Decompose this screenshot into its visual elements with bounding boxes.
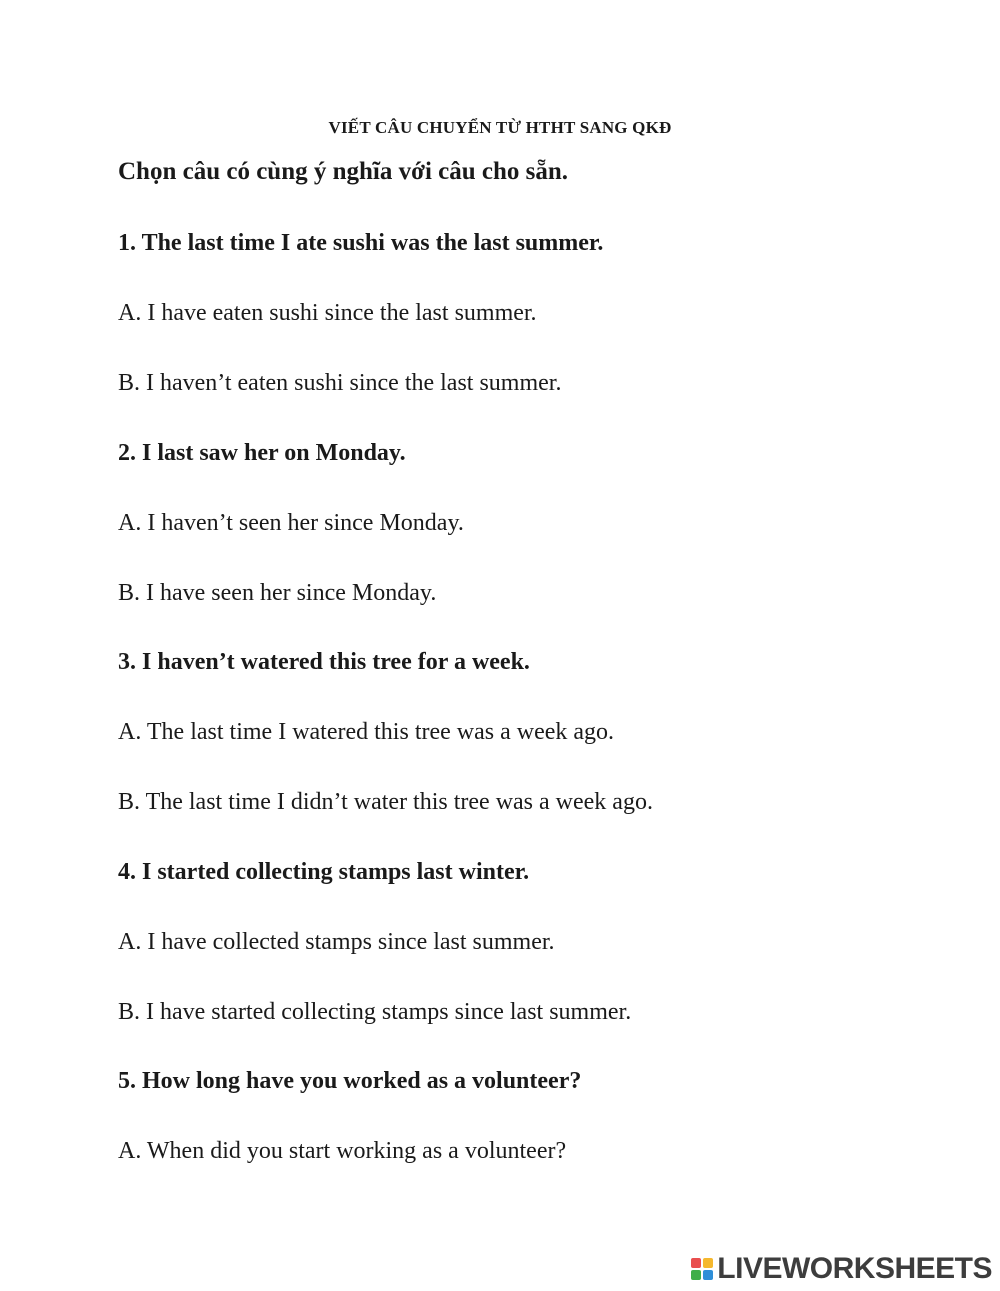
question-1-option-a[interactable]: A. I have eaten sushi since the last summer. bbox=[118, 300, 537, 326]
question-1-option-b[interactable]: B. I haven’t eaten sushi since the last summer. bbox=[118, 370, 562, 396]
worksheet-title: VIẾT CÂU CHUYỂN TỪ HTHT SANG QKĐ bbox=[328, 118, 672, 137]
question-1-prompt: 1. The last time I ate sushi was the last summer. bbox=[118, 230, 604, 256]
brand-name: LIVEWORKSHEETS bbox=[717, 1252, 992, 1285]
question-4-option-a[interactable]: A. I have collected stamps since last summer. bbox=[118, 929, 555, 955]
question-2-option-a[interactable]: A. I haven’t seen her since Monday. bbox=[118, 510, 464, 536]
instruction-text: Chọn câu có cùng ý nghĩa với câu cho sẵn. bbox=[118, 158, 569, 185]
question-5-option-a[interactable]: A. When did you start working as a volunteer? bbox=[118, 1138, 567, 1164]
question-5-prompt: 5. How long have you worked as a volunteer? bbox=[118, 1068, 582, 1094]
liveworksheets-brand bbox=[691, 1252, 992, 1286]
question-3-prompt: 3. I haven’t watered this tree for a week. bbox=[118, 649, 530, 675]
logo-square-green bbox=[691, 1270, 701, 1280]
logo-square-yellow bbox=[703, 1258, 713, 1268]
logo-square-blue bbox=[703, 1270, 713, 1280]
question-3-option-b[interactable]: B. The last time I didn’t water this tree was a week ago. bbox=[118, 789, 653, 815]
question-4-option-b[interactable]: B. I have started collecting stamps since last summer. bbox=[118, 999, 632, 1025]
question-4-prompt: 4. I started collecting stamps last winter. bbox=[118, 859, 530, 885]
question-2-option-b[interactable]: B. I have seen her since Monday. bbox=[118, 580, 437, 606]
question-3-option-a[interactable]: A. The last time I watered this tree was a week ago. bbox=[118, 719, 615, 745]
liveworksheets-logo-icon bbox=[691, 1258, 713, 1280]
logo-square-red bbox=[691, 1258, 701, 1268]
question-2-prompt: 2. I last saw her on Monday. bbox=[118, 440, 406, 466]
